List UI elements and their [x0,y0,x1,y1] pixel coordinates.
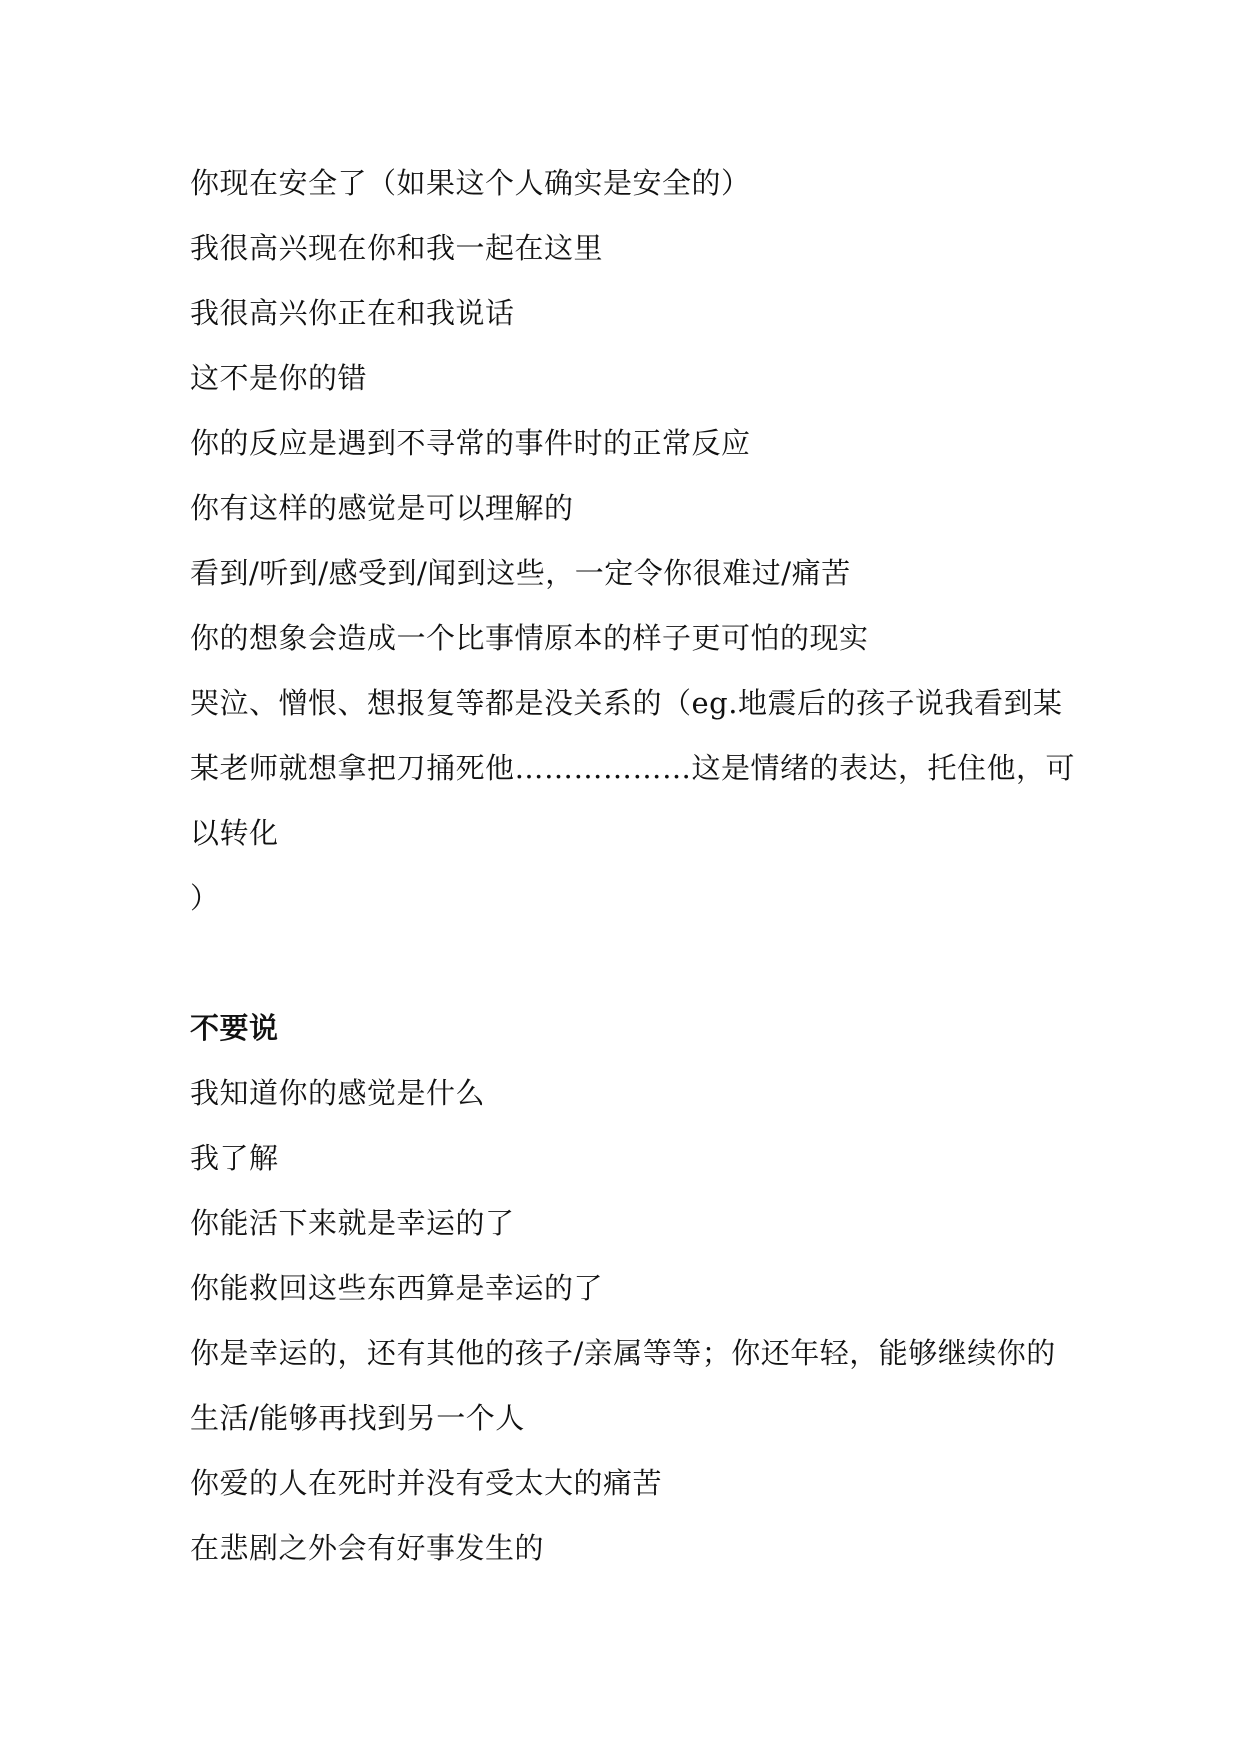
text-line: 你的反应是遇到不寻常的事件时的正常反应 [190,426,751,460]
text-line: 生活/能够再找到另一个人 [190,1401,525,1435]
text-line: 你有这样的感觉是可以理解的 [190,491,574,525]
text-line: 我很高兴现在你和我一起在这里 [190,231,604,265]
text-line: 我知道你的感觉是什么 [190,1076,486,1110]
text-line: 你能活下来就是幸运的了 [190,1206,515,1240]
text-line: 这不是你的错 [190,361,368,395]
text-line: 以转化 [190,816,279,850]
text-line: 你现在安全了（如果这个人确实是安全的） [190,166,751,200]
section-heading: 不要说 [190,1011,279,1045]
text-line: 我了解 [190,1141,279,1175]
text-line: ） [190,881,220,915]
text-line: 看到/听到/感受到/闻到这些，一定令你很难过/痛苦 [190,556,851,590]
text-line: 你能救回这些东西算是幸运的了 [190,1271,604,1305]
text-line: 你爱的人在死时并没有受太大的痛苦 [190,1466,663,1500]
text-line: 在悲剧之外会有好事发生的 [190,1531,545,1565]
text-line: 你是幸运的，还有其他的孩子/亲属等等；你还年轻，能够继续你的 [190,1336,1056,1370]
text-line: 某老师就想拿把刀捅死他………………这是情绪的表达，托住他，可 [190,751,1076,785]
text-line: 哭泣、憎恨、想报复等都是没关系的（eg.地震后的孩子说我看到某 [190,686,1063,720]
text-line: 你的想象会造成一个比事情原本的样子更可怕的现实 [190,621,869,655]
text-line: 我很高兴你正在和我说话 [190,296,515,330]
